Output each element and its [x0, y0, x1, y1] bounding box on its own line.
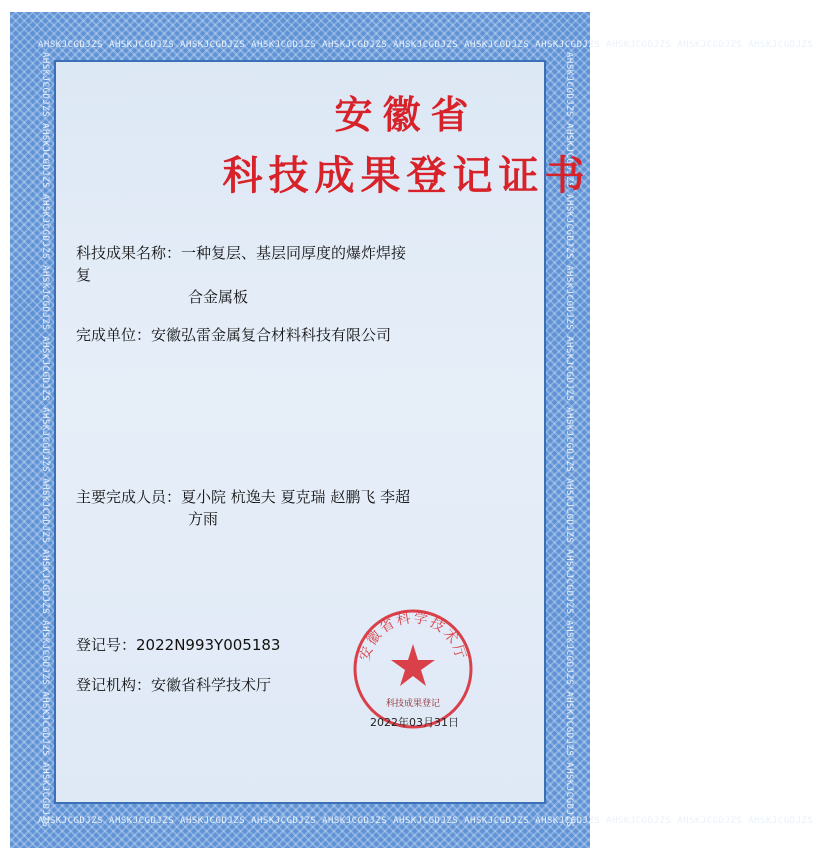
security-pattern-bottom: AHSKJCGDJZS AHSKJCGDJZS AHSKJCGDJZS AHSKJCGDJZS AHSKJCGDJZS AHSKJCGDJZS AHSKJCGDJZS AHSKJCGDJZS AHSKJCGDJZS AHSKJCGDJZS AHSKJCGDJZS: [38, 816, 813, 826]
achievement-name-value-2: 合金属板: [188, 288, 249, 306]
security-pattern-top: AHSKJCGDJZS AHSKJCGDJZS AHSKJCGDJZS AHSKJCGDJZS AHSKJCGDJZS AHSKJCGDJZS AHSKJCGDJZS AHSKJCGDJZS AHSKJCGDJZS AHSKJCGDJZS AHSKJCGDJZS: [38, 40, 813, 50]
field-achievement-name: [76, 242, 416, 308]
field-completion-unit: [76, 324, 391, 345]
completion-unit-value: 安徽弘雷金属复合材料科技有限公司: [151, 326, 392, 344]
field-registration-number: [76, 634, 280, 655]
seal-date: 2022年03月31日: [370, 716, 459, 729]
registration-org-label: 登记机构：: [76, 676, 152, 694]
seal-inner-text: 科技成果登记: [385, 699, 441, 709]
security-pattern-left: AHSKJCGDJZS AHSKJCGDJZS AHSKJCGDJZS AHSKJCGDJZS AHSKJCGDJZS AHSKJCGDJZS AHSKJCGDJZS AHSKJCGDJZS AHSKJCGDJZS AHSKJCGDJZS AHSKJCGDJZS: [40, 52, 50, 828]
registration-number-label: 登记号：: [76, 636, 137, 654]
title-province: 安徽省: [334, 92, 479, 137]
achievement-name-label: 科技成果名称：: [76, 244, 182, 262]
registration-number-value: 2022N993Y005183: [136, 636, 281, 654]
main-people-value-2: 方雨: [188, 510, 219, 528]
title-certificate: 科技成果登记证书: [222, 152, 591, 199]
completion-unit-label: 完成单位：: [76, 326, 152, 344]
field-registration-org: [76, 674, 271, 695]
field-main-people: [76, 486, 476, 530]
security-pattern-right: AHSKJCGDJZS AHSKJCGDJZS AHSKJCGDJZS AHSKJCGDJZS AHSKJCGDJZS AHSKJCGDJZS AHSKJCGDJZS AHSKJCGDJZS AHSKJCGDJZS AHSKJCGDJZS AHSKJCGDJZS: [564, 52, 574, 828]
main-people-value-1: 夏小院 杭逸夫 夏克瑞 赵鹏飞 李超: [181, 488, 411, 506]
star-icon: [391, 644, 435, 686]
main-people-label: 主要完成人员：: [76, 488, 182, 506]
seal-ring-text: 安徽省科学技术厅: [357, 610, 469, 663]
registration-org-value: 安徽省科学技术厅: [151, 676, 272, 694]
achievement-name-value-1: 一种复层、基层同厚度的爆炸焊接复: [76, 244, 407, 284]
